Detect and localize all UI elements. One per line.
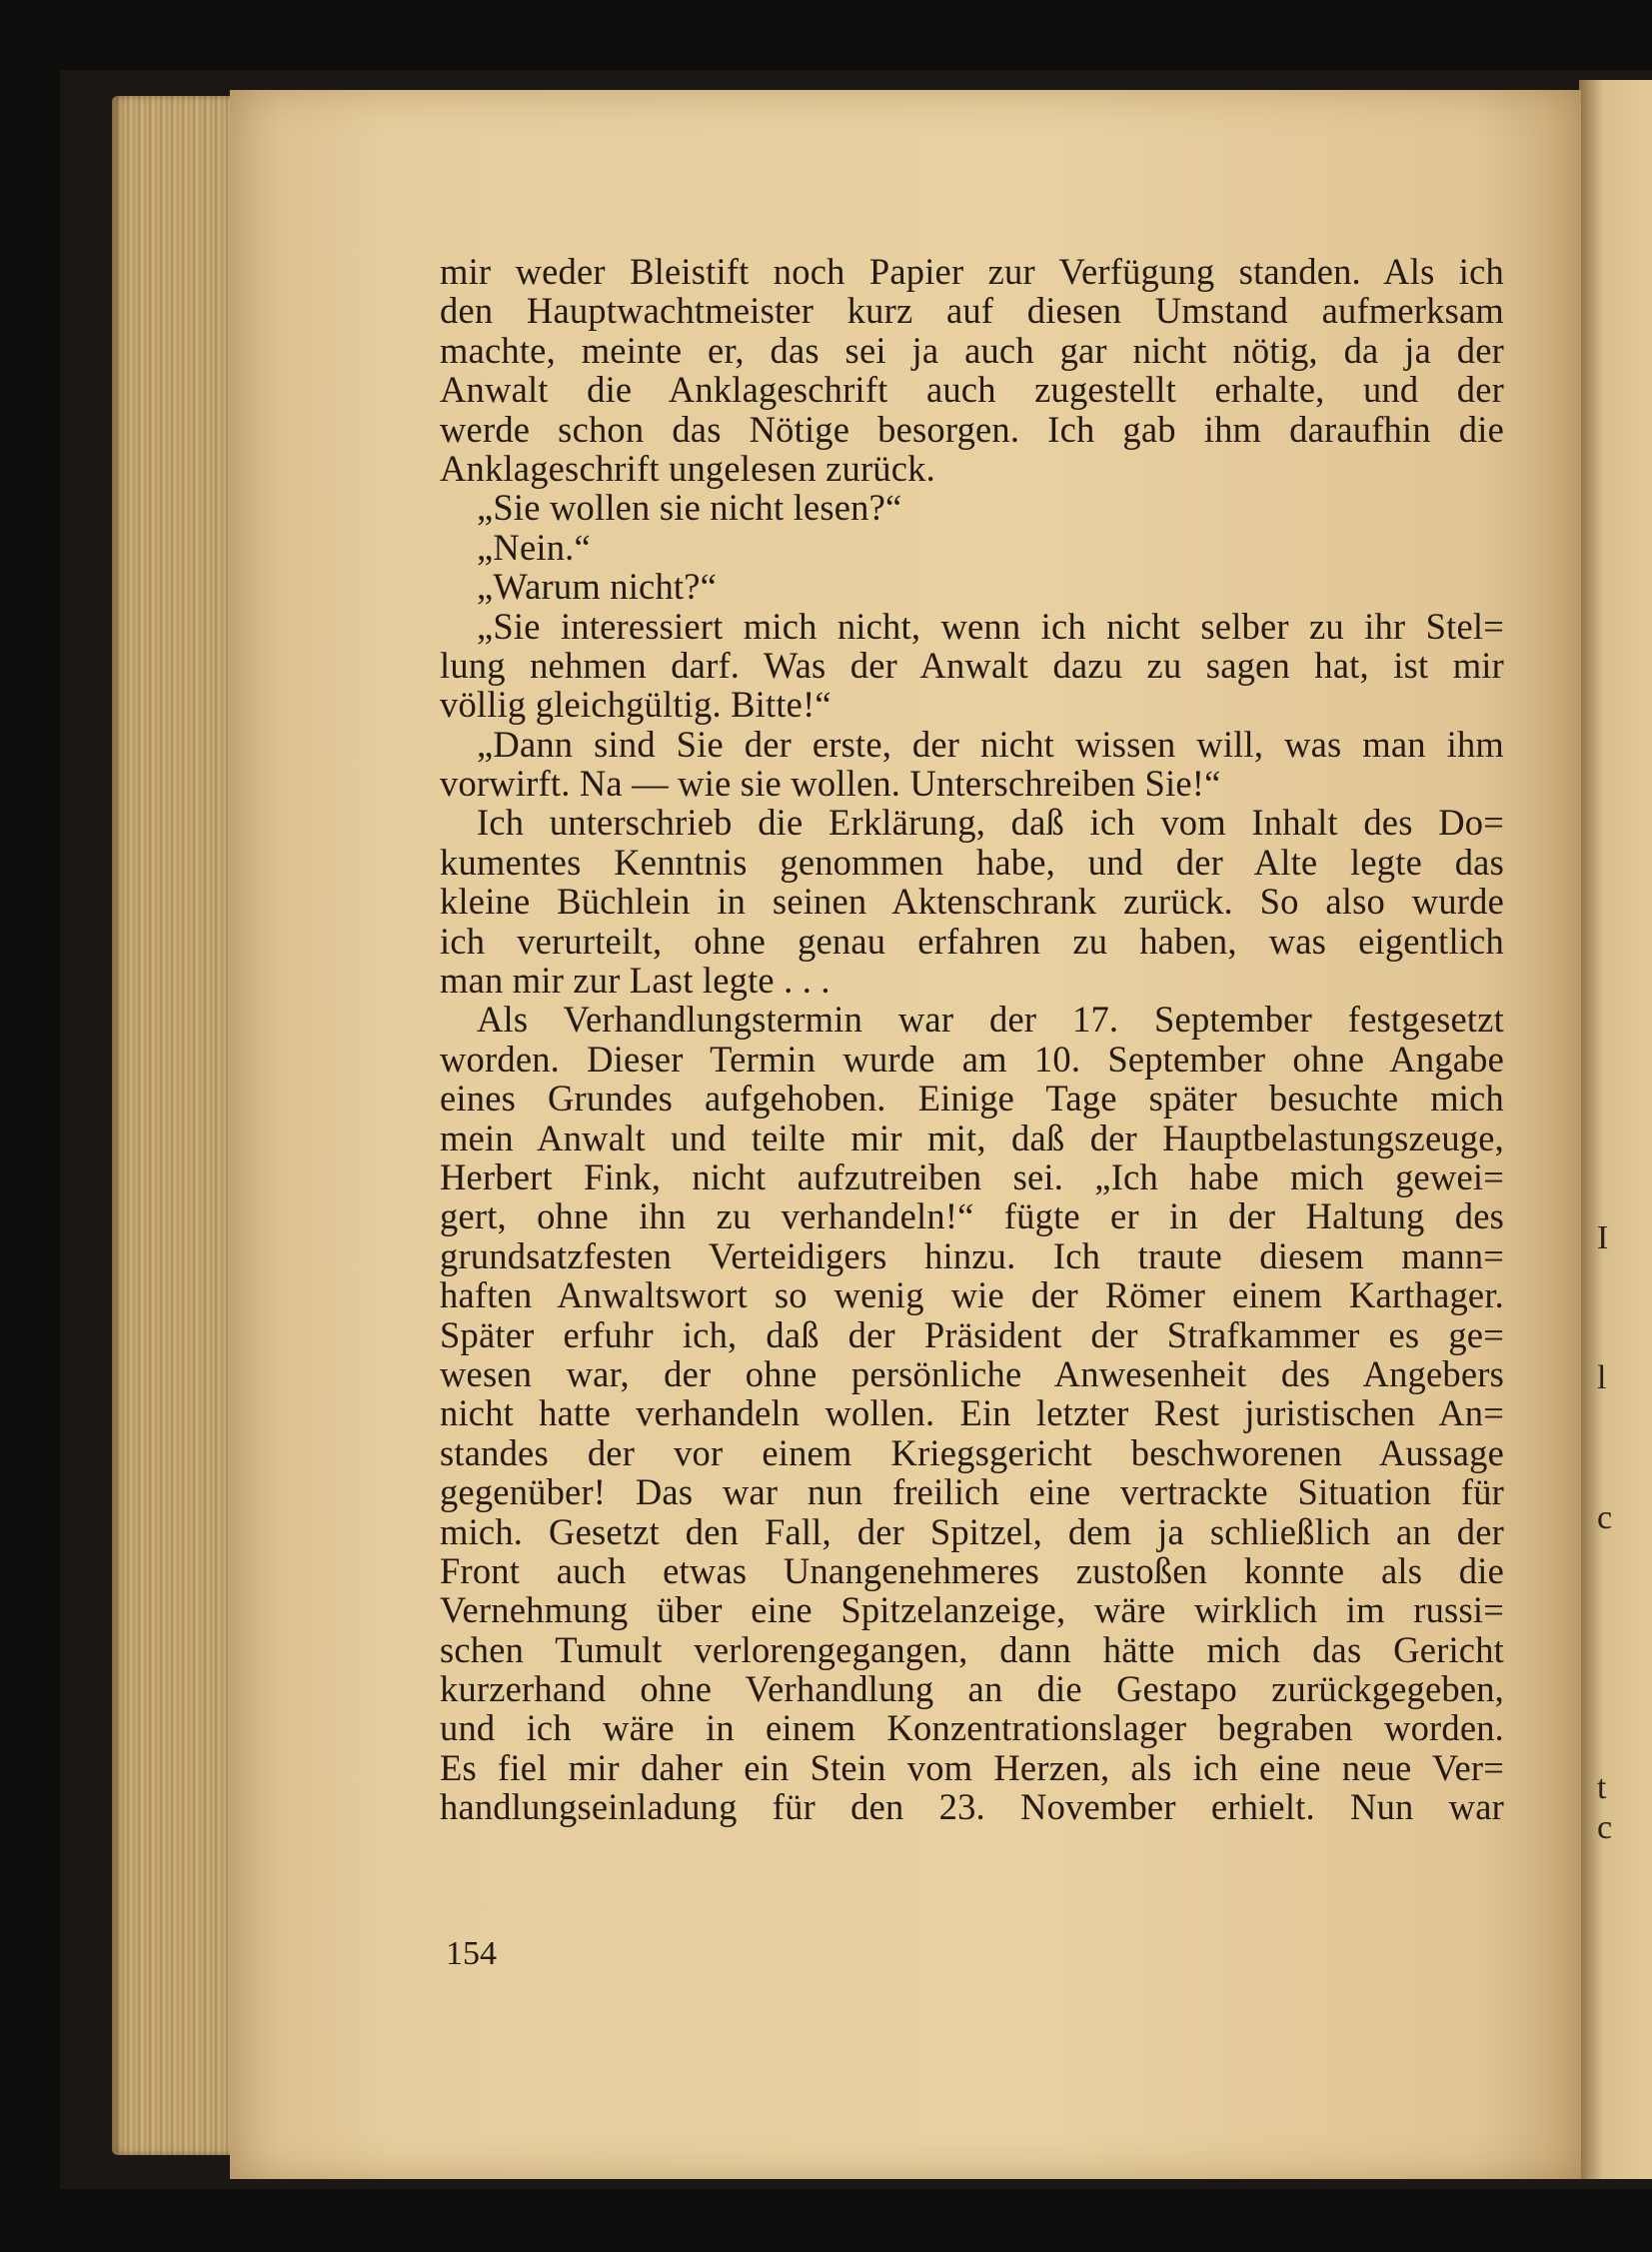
text-line: mein Anwalt und teilte mir mit, daß der Hauptbelastungszeuge,	[440, 1117, 1504, 1158]
text-line: kleine Büchlein in seinen Aktenschrank zurück. So also wurde	[440, 881, 1504, 923]
text-line: Anwalt die Anklageschrift auch zugestellt erhalte, und der	[440, 369, 1504, 411]
text-line: mich. Gesetzt den Fall, der Spitzel, dem ja schließlich an der	[440, 1510, 1504, 1552]
facing-page-fragment: c	[1597, 1809, 1613, 1846]
text-line: werde schon das Nötige besorgen. Ich gab ihm daraufhin die	[440, 408, 1504, 450]
text-line: „Dann sind Sie der erste, der nicht wissen will, was man ihm	[477, 723, 1504, 765]
text-line: und ich wäre in einem Konzentrationslager begraben worden.	[440, 1707, 1504, 1749]
text-line: schen Tumult verlorengegangen, dann hätte mich das Gericht	[440, 1628, 1504, 1670]
text-line: nicht hatte verhandeln wollen. Ein letzter Rest juristischen An=	[440, 1392, 1504, 1434]
text-line: Front auch etwas Unangenehmeres zustoßen konnte als die	[440, 1549, 1504, 1591]
text-line: Anklageschrift ungelesen zurück.	[440, 447, 935, 489]
text-line: den Hauptwachtmeister kurz auf diesen Umstand aufmerksam	[440, 290, 1504, 332]
text-line: „Sie interessiert mich nicht, wenn ich nicht selber zu ihr Stel=	[477, 605, 1504, 647]
facing-page-fragment: c	[1597, 1499, 1613, 1536]
text-line: worden. Dieser Termin wurde am 10. September ohne Angabe	[440, 1038, 1504, 1080]
text-line: standes der vor einem Kriegsgericht beschworenen Aussage	[440, 1431, 1504, 1473]
text-line: mir weder Bleistift noch Papier zur Verfügung standen. Als ich	[440, 251, 1504, 292]
facing-page-fragment: I	[1597, 1219, 1609, 1256]
text-line: vorwirft. Na — wie sie wollen. Unterschreiben Sie!“	[440, 763, 1221, 805]
facing-page-fragment: t	[1597, 1769, 1607, 1806]
text-line: handlungseinladung für den 23. November erhielt. Nun war	[440, 1786, 1504, 1828]
body-text	[440, 252, 1504, 1827]
text-line: Ich unterschrieb die Erklärung, daß ich vom Inhalt des Do=	[477, 802, 1504, 844]
text-line: Als Verhandlungstermin war der 17. September festgesetzt	[477, 999, 1504, 1041]
text-line: wesen war, der ohne persönliche Anwesenheit des Angebers	[440, 1352, 1504, 1394]
text-line: gegenüber! Das war nun freilich eine vertrackte Situation für	[440, 1471, 1504, 1513]
text-line: Vernehmung über eine Spitzelanzeige, wäre wirklich im russi=	[440, 1589, 1504, 1631]
text-line: kumentes Kenntnis genommen habe, und der Alte legte das	[440, 841, 1504, 883]
text-line: „Sie wollen sie nicht lesen?“	[477, 487, 902, 529]
text-line: lung nehmen darf. Was der Anwalt dazu zu sagen hat, ist mir	[440, 644, 1504, 686]
text-line: „Warum nicht?“	[477, 566, 718, 608]
text-line: grundsatzfesten Verteidigers hinzu. Ich traute diesem mann=	[440, 1234, 1504, 1276]
text-line: machte, meinte er, das sei ja auch gar nicht nötig, da ja der	[440, 329, 1504, 371]
page-number: 154	[446, 1935, 497, 1972]
text-line: eines Grundes aufgehoben. Einige Tage später besuchte mich	[440, 1078, 1504, 1120]
text-line: haften Anwaltswort so wenig wie der Römer einem Karthager.	[440, 1274, 1504, 1316]
text-line: Später erfuhr ich, daß der Präsident der Strafkammer es ge=	[440, 1313, 1504, 1355]
text-line: völlig gleichgültig. Bitte!“	[440, 684, 831, 726]
text-line: ich verurteilt, ohne genau erfahren zu haben, was eigentlich	[440, 920, 1504, 962]
text-line: kurzerhand ohne Verhandlung an die Gestapo zurückgegeben,	[440, 1668, 1504, 1710]
text-line: Es fiel mir daher ein Stein vom Herzen, als ich eine neue Ver=	[440, 1746, 1504, 1788]
text-line: man mir zur Last legte . . .	[440, 960, 830, 1002]
facing-page-edge	[1579, 80, 1652, 2179]
text-line: „Nein.“	[477, 526, 591, 568]
facing-page-fragment: l	[1597, 1359, 1607, 1396]
text-line: Herbert Fink, nicht aufzutreiben sei. „Ich habe mich gewei=	[440, 1155, 1504, 1197]
text-line: gert, ohne ihn zu verhandeln!“ fügte er in der Haltung des	[440, 1195, 1504, 1237]
